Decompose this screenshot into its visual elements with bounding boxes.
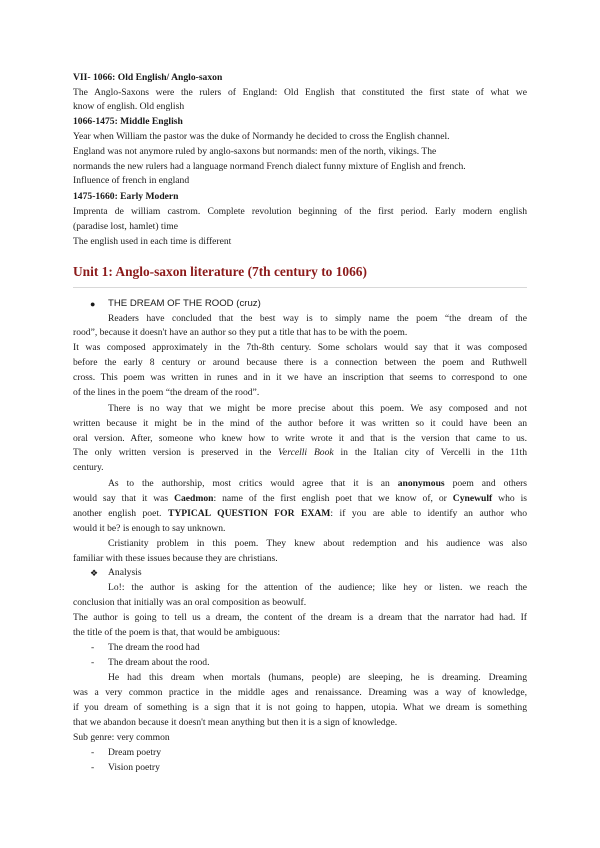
subgenre-line: Sub genre: very common xyxy=(73,732,170,743)
heading-old-english: VII- 1066: Old English/ Anglo-saxon xyxy=(73,72,223,83)
paragraph-line: It was composed approximately in the 7th-8th century. Some scholars would say that it was composed xyxy=(73,342,527,353)
paragraph-line: the title of the poem is that, that would be ambiguous: xyxy=(73,627,281,638)
paragraph-line: The author is going to tell us a dream, the content of the dream is a dream that the narrator had had. If xyxy=(73,612,527,623)
paragraph-line: England was not anymore ruled by anglo-saxons but normands: men of the north, vikings. The xyxy=(73,146,437,157)
paragraph-line: Influence of french in england xyxy=(73,175,190,186)
paragraph-line: (paradise lost, hamlet) time xyxy=(73,221,178,232)
paragraph-line-vercelli: The only written version is preserved in the Vercelli Book in the Italian city of Vercelli in the 11th xyxy=(73,447,527,458)
paragraph-line: Lo!: the author is asking for the attention of the audience; like hey or listen. we reach the xyxy=(108,582,527,593)
paragraph-line: familiar with these issues because they are christians. xyxy=(73,553,278,564)
paragraph-line: would it be? is enough to say unknown. xyxy=(73,523,226,534)
paragraph-line: The english used in each time is different xyxy=(73,236,232,247)
list-item: Dream poetry xyxy=(108,747,162,758)
paragraph-line-exam: another english poet. TYPICAL QUESTION FOR EXAM: if you are able to identify an author who xyxy=(73,508,527,519)
paragraph-line: rood”, because it doesn't have an author so they put a title that has to be with the poem. xyxy=(73,327,408,338)
analysis-label: Analysis xyxy=(108,567,142,578)
paragraph-line: know of english. Old english xyxy=(73,101,185,112)
dash-bullet: - xyxy=(91,642,95,653)
dash-bullet: - xyxy=(91,747,95,758)
paragraph-line: of the lines in the poem “the dream of the rood”. xyxy=(73,387,260,398)
paragraph-line: written because it might be in the mind of the author before it was written so it could have been an xyxy=(73,418,527,429)
paragraph-line: normands the new rulers had a language normand French dialect funny mixture of English and french. xyxy=(73,161,466,172)
paragraph-line: that we abandon because it doesn't mean anything but then it is a sign of knowledge. xyxy=(73,717,398,728)
heading-middle-english: 1066-1475: Middle English xyxy=(73,116,183,127)
list-item: The dream about the rood. xyxy=(108,657,210,668)
paragraph-line: before the early 8 century or around because there is a connection between the poem and Ruthwell xyxy=(73,357,527,368)
paragraph-line: He had this dream when mortals (humans, people) are sleeping, he is dreaming. Dreaming xyxy=(108,672,527,683)
dash-bullet: - xyxy=(91,657,95,668)
paragraph-line-caedmon: would say that it was Caedmon: name of the first english poet that we know of, or Cynewulf who is xyxy=(73,493,527,504)
poem-title: THE DREAM OF THE ROOD (cruz) xyxy=(108,298,261,309)
unit-heading: Unit 1: Anglo-saxon literature (7th century to 1066) xyxy=(73,264,367,279)
paragraph-line: oral version. After, someone who knew how to write wrote it and that is the version that came to us. xyxy=(73,433,527,444)
paragraph-line: Readers have concluded that the best way is to simply name the poem “the dream of the xyxy=(108,313,527,324)
diamond-bullet-icon: ❖ xyxy=(90,568,99,578)
paragraph-line: cross. This poem was written in runes and in it we have an inscription that seems to correspond to one xyxy=(73,372,527,383)
paragraph-line: There is no way that we might be more precise about this poem. We asy composed and not xyxy=(108,403,527,414)
paragraph-line: Cristianity problem in this poem. They knew about redemption and his audience was also xyxy=(108,538,527,549)
heading-early-modern: 1475-1660: Early Modern xyxy=(73,191,179,202)
heading-underline xyxy=(73,287,527,288)
paragraph-line: century. xyxy=(73,462,104,473)
paragraph-line: Imprenta de william castrom. Complete revolution beginning of the first period. Early modern english xyxy=(73,206,527,217)
paragraph-line-authorship: As to the authorship, most critics would agree that it is an anonymous poem and others xyxy=(108,478,528,489)
paragraph-line: The Anglo-Saxons were the rulers of England: Old English that constituted the first state of what we xyxy=(73,87,527,98)
paragraph-line: if you dream of something is a sign that it is not going to happen, utopia. What we dream is something xyxy=(73,702,527,713)
list-item: The dream the rood had xyxy=(108,642,200,653)
list-item: Vision poetry xyxy=(108,762,160,773)
bullet-dot-icon: ● xyxy=(90,299,96,309)
paragraph-line: conclusion that initially was an oral composition as beowulf. xyxy=(73,597,307,608)
paragraph-line: was a very common practice in the middle ages and renaissance. Dreaming was a way of knowledge, xyxy=(73,687,527,698)
paragraph-line: Year when William the pastor was the duke of Normandy he decided to cross the English channel. xyxy=(73,131,450,142)
dash-bullet: - xyxy=(91,762,95,773)
